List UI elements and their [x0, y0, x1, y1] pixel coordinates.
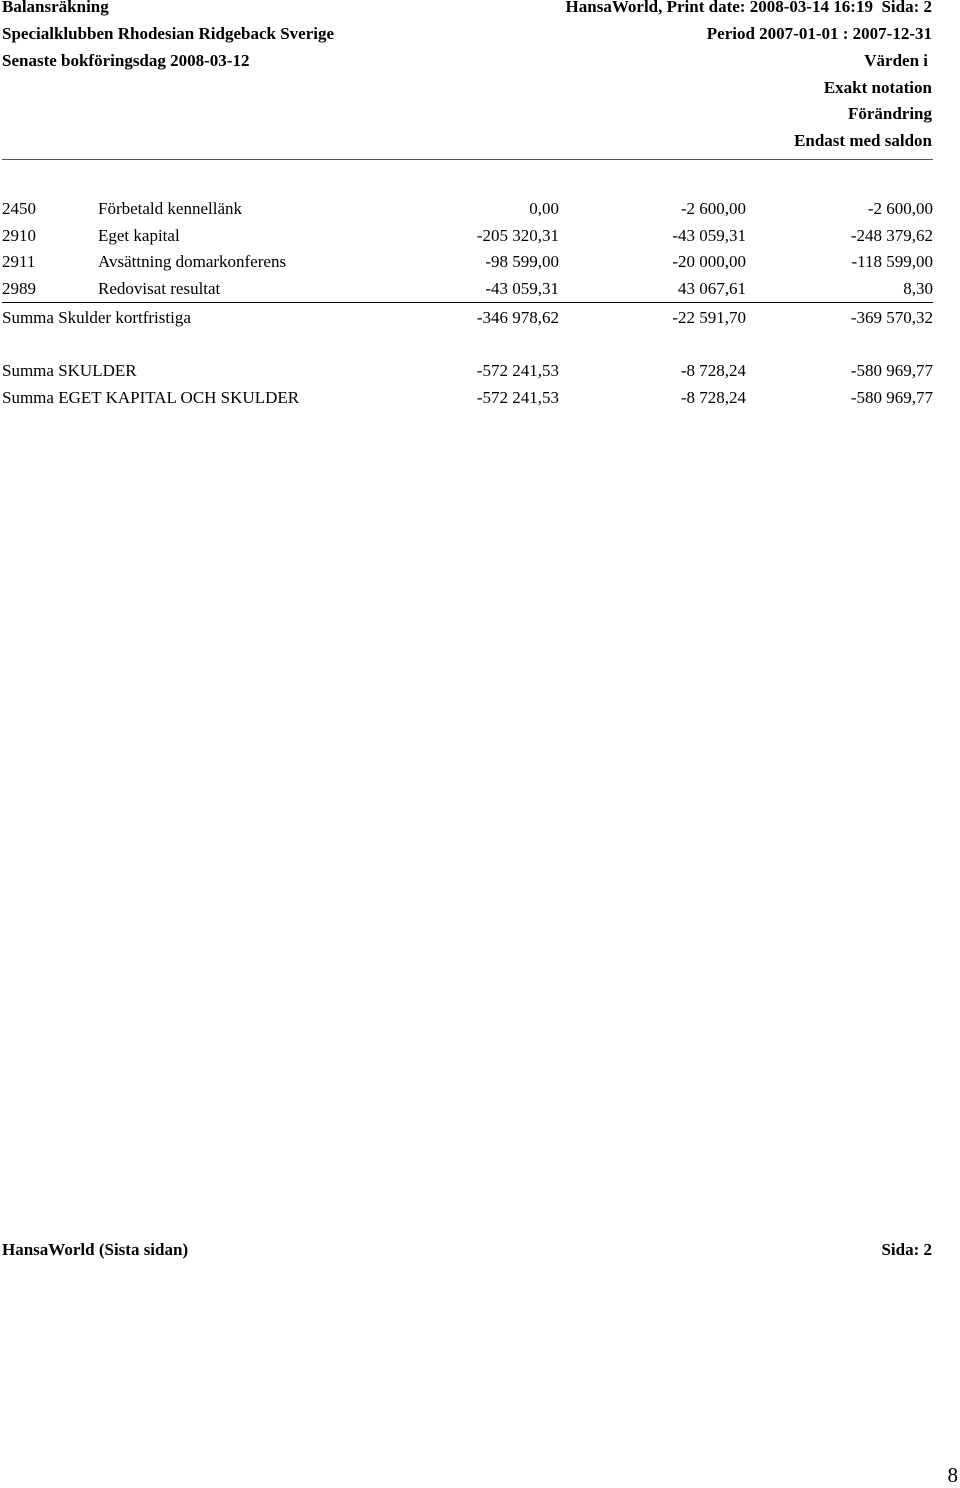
change-mode: Förändring: [847, 104, 932, 123]
opening-balance: -43 059,31: [485, 279, 559, 298]
closing-balance: 8,30: [903, 279, 933, 298]
account-number: 2450: [2, 199, 36, 218]
print-info: [566, 0, 932, 17]
closing-balance: -369 570,32: [850, 308, 933, 327]
account-number: 2911: [2, 252, 36, 271]
notation: Exakt notation: [823, 78, 932, 97]
print-date: HansaWorld, Print date: 2008-03-14 16:19: [565, 0, 873, 16]
closing-balance: -118 599,00: [851, 252, 933, 271]
period-change: -8 728,24: [680, 361, 746, 380]
account-name: Avsättning domarkonferens: [98, 252, 287, 271]
subtotal-divider: [2, 302, 933, 303]
opening-balance: 0,00: [529, 199, 559, 218]
opening-balance: -346 978,62: [476, 308, 559, 327]
total-row: [2, 360, 933, 382]
closing-balance: -580 969,77: [850, 388, 933, 407]
total-label: Summa EGET KAPITAL OCH SKULDER: [2, 388, 300, 407]
report-title: Balansräkning: [2, 0, 109, 16]
opening-balance: -98 599,00: [485, 252, 559, 271]
header-divider: [2, 159, 933, 160]
footer-page-label: Sida: 2: [881, 1240, 932, 1259]
subtotal-label: Summa Skulder kortfristiga: [2, 308, 191, 327]
balance-filter: Endast med saldon: [794, 131, 932, 150]
company-name: Specialklubben Rhodesian Ridgeback Sverige: [2, 24, 335, 43]
period-change: -20 000,00: [672, 252, 746, 271]
period-change: -43 059,31: [672, 226, 746, 245]
account-row: [2, 278, 933, 300]
opening-balance: -572 241,53: [476, 388, 559, 407]
period: Period 2007-01-01 : 2007-12-31: [706, 24, 932, 43]
account-name: Redovisat resultat: [98, 279, 221, 298]
account-number: 2910: [2, 226, 36, 245]
closing-balance: -2 600,00: [867, 199, 933, 218]
period-change: 43 067,61: [678, 279, 746, 298]
page-number: 8: [947, 1463, 958, 1487]
total-row: [2, 387, 933, 409]
account-name: Eget kapital: [98, 226, 180, 245]
period-change: -2 600,00: [680, 199, 746, 218]
account-number: 2989: [2, 279, 36, 298]
values-in: Värden i: [864, 51, 928, 70]
account-row: [2, 198, 933, 220]
subtotal-row: [2, 307, 933, 329]
last-posting-date: Senaste bokföringsdag 2008-03-12: [2, 51, 250, 70]
opening-balance: -205 320,31: [476, 226, 559, 245]
account-row: [2, 225, 933, 247]
total-label: Summa SKULDER: [2, 361, 137, 380]
closing-balance: -248 379,62: [850, 226, 933, 245]
opening-balance: -572 241,53: [476, 361, 559, 380]
period-change: -8 728,24: [680, 388, 746, 407]
footer-left: HansaWorld (Sista sidan): [2, 1240, 189, 1259]
account-name: Förbetald kennellänk: [98, 199, 242, 218]
account-row: [2, 251, 933, 273]
page-label: Sida: 2: [881, 0, 932, 16]
closing-balance: -580 969,77: [850, 361, 933, 380]
period-change: -22 591,70: [672, 308, 746, 327]
